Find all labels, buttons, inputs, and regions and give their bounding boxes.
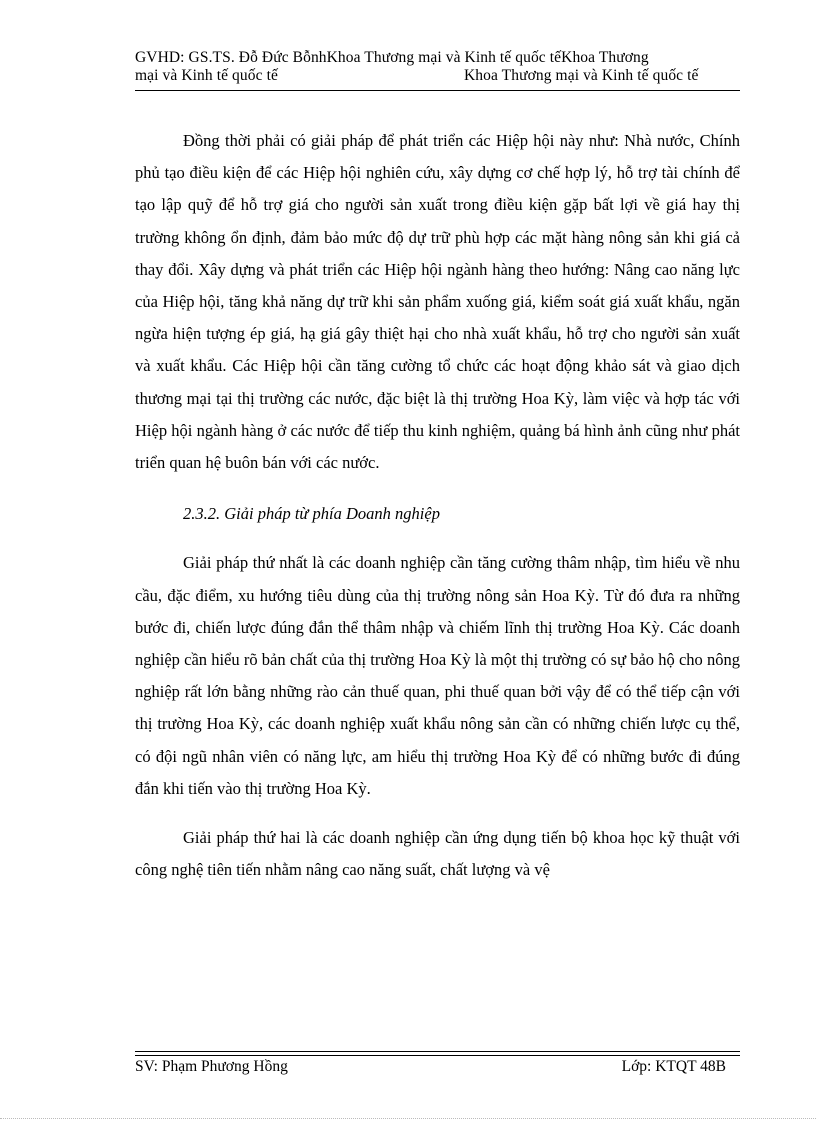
section-subheading: 2.3.2. Giải pháp từ phía Doanh nghiệp (183, 504, 440, 524)
page-boundary (0, 1118, 816, 1119)
header-line-2 (135, 67, 740, 85)
footer-divider-bottom (135, 1055, 740, 1056)
header-line-2-right: Khoa Thương mại và Kinh tế quốc tế (464, 67, 699, 84)
body-paragraph-1: Đồng thời phải có giải pháp để phát triển các Hiệp hội này như: Nhà nước, Chính phủ tạo điều kiện để các Hiệp hội nghiên cứu, xây dựng cơ chế hợp lý, hỗ trợ tài chính để tạo lập quỹ để hỗ trợ giá cho người sản xuất trong điều kiện gặp bất lợi về giá hay thị trường không ổn định, đảm bảo mức độ dự trữ phù hợp các mặt hàng nông sản khi giá cả thay đổi. Xây dựng và phát triển các Hiệp hội ngành hàng theo hướng: Nâng cao năng lực của Hiệp hội, tăng khả năng dự trữ khi sản phẩm xuống giá, kiểm soát giá xuất khẩu, ngăn ngừa hiện tượng ép giá, hạ giá gây thiệt hại cho nhà xuất khẩu, hỗ trợ cho người sản xuất và xuất khẩu. Các Hiệp hội cần tăng cường tổ chức các hoạt động khảo sát và giao dịch thương mại tại thị trường các nước, đặc biệt là thị trường Hoa Kỳ, làm việc và hợp tác với Hiệp hội ngành hàng ở các nước để tiếp thu kinh nghiệm, quảng bá hình ảnh cũng như phát triển quan hệ buôn bán với các nước. (135, 131, 740, 473)
header-divider (135, 90, 740, 91)
footer-divider-top (135, 1051, 740, 1052)
header-line-1: GVHD: GS.TS. Đỗ Đức BỗnhKhoa Thương mại và Kinh tế quốc tếKhoa Thương (135, 49, 649, 66)
page-header (135, 49, 740, 85)
body-paragraph-3: Giải pháp thứ hai là các doanh nghiệp cần ứng dụng tiến bộ khoa học kỹ thuật với công nghệ tiên tiến nhằm nâng cao năng suất, chất lượng và vệ (135, 828, 740, 880)
page-body (135, 125, 740, 886)
header-line-2-left: mại và Kinh tế quốc tế (135, 67, 278, 84)
body-paragraph-2: Giải pháp thứ nhất là các doanh nghiệp cần tăng cường thâm nhập, tìm hiểu về nhu cầu, đặc điểm, xu hướng tiêu dùng của thị trường nông sản Hoa Kỳ. Từ đó đưa ra những bước đi, chiến lược đúng đắn thể thâm nhập và chiếm lĩnh thị trường Hoa Kỳ. Các doanh nghiệp cần hiểu rõ bản chất của thị trường Hoa Kỳ là một thị trường có sự bảo hộ cho nông nghiệp rất lớn bằng những rào cản thuế quan, phi thuế quan bởi vậy để có thể tiếp cận với thị trường Hoa Kỳ, các doanh nghiệp xuất khẩu nông sản cần có những chiến lược cụ thể, có đội ngũ nhân viên có năng lực, am hiểu thị trường Hoa Kỳ để có những bước đi đúng đắn khi tiến vào thị trường Hoa Kỳ. (135, 553, 740, 798)
footer-student: SV: Phạm Phương Hồng (135, 1058, 288, 1075)
footer-class: Lớp: KTQT 48B (621, 1058, 726, 1075)
